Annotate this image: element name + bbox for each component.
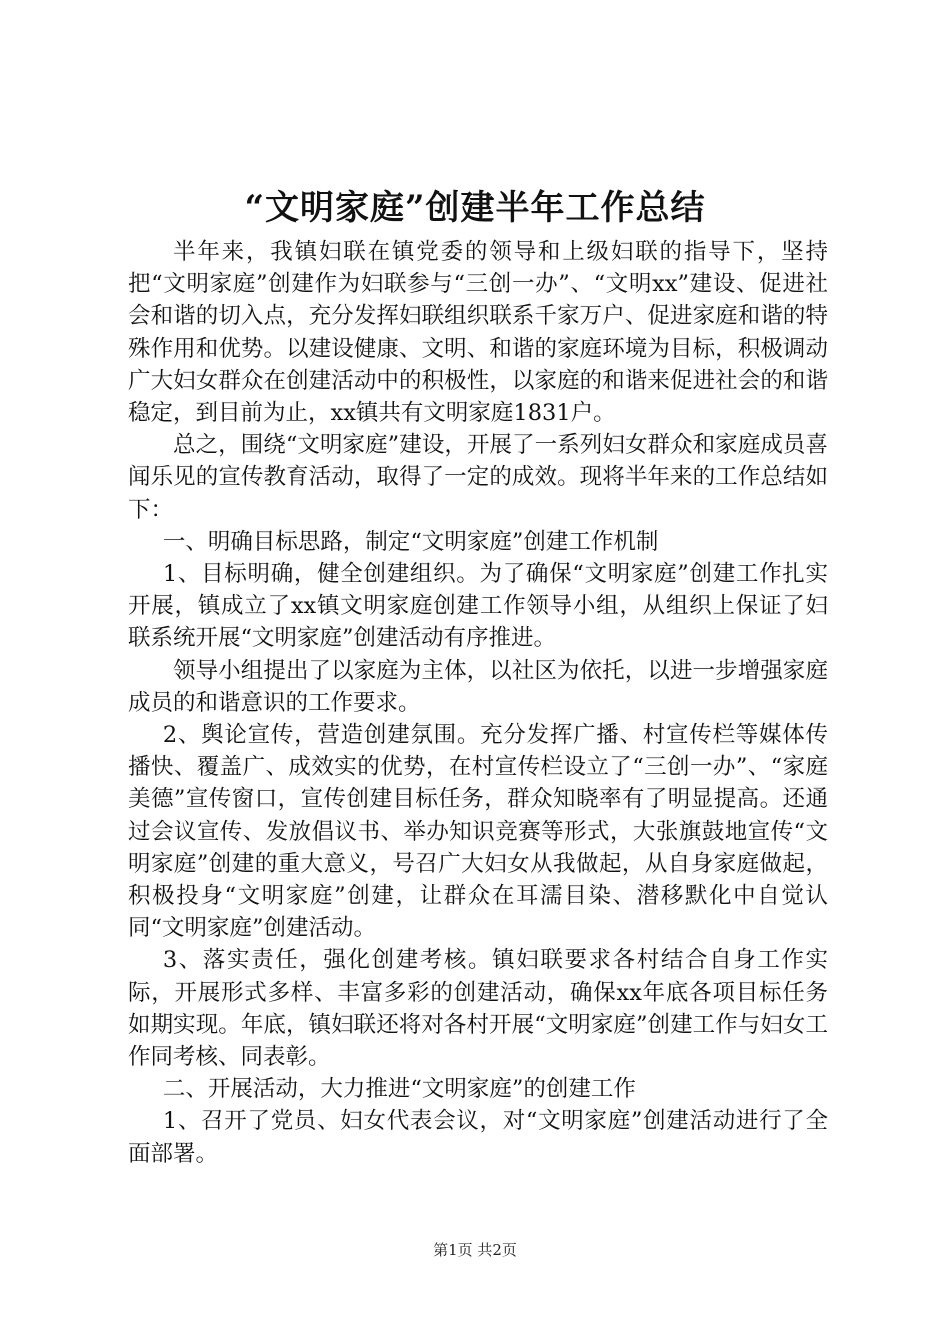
paragraph-1-3: 3、落实责任，强化创建考核。镇妇联要求各村结合自身工作实际，开展形式多样、丰富多彩的创建活动，确保xx年底各项目标任务如期实现。年底，镇妇联还将对各村开展“文明家庭”创建工作与妇女工作同考核、同表彰。	[128, 947, 828, 1071]
page-number-footer: 第1页 共2页	[433, 1241, 517, 1259]
paragraph-2-1: 1、召开了党员、妇女代表会议，对“文明家庭”创建活动进行了全面部署。	[128, 1108, 828, 1167]
document-body	[128, 236, 828, 1170]
paragraph-summary: 总之，围绕“文明家庭”建设，开展了一系列妇女群众和家庭成员喜闻乐见的宣传教育活动，取得了一定的成效。现将半年来的工作总结如下：	[128, 432, 828, 523]
paragraph-1-2: 2、舆论宣传，营造创建氛围。充分发挥广播、村宣传栏等媒体传播快、覆盖广、成效实的优势，在村宣传栏设立了“三创一办”、“家庭美德”宣传窗口，宣传创建目标任务，群众知晓率有了明显提高。还通过会议宣传、发放倡议书、举办知识竞赛等形式，大张旗鼓地宣传“文明家庭”创建的重大意义，号召广大妇女从我做起，从自身家庭做起，积极投身“文明家庭”创建，让群众在耳濡目染、潜移默化中自觉认同“文明家庭”创建活动。	[128, 722, 828, 942]
paragraph-1-1-cont: 领导小组提出了以家庭为主体，以社区为依托，以进一步增强家庭成员的和谐意识的工作要求。	[128, 657, 828, 716]
document-title: “文明家庭”创建半年工作总结	[244, 188, 706, 228]
section-heading-1: 一、明确目标思路，制定“文明家庭”创建工作机制	[162, 528, 659, 555]
paragraph-intro: 半年来，我镇妇联在镇党委的领导和上级妇联的指导下，坚持把“文明家庭”创建作为妇联参与“三创一办”、“文明xx”建设、促进社会和谐的切入点，充分发挥妇联组织联系千家万户、促进家庭和谐的特殊作用和优势。以建设健康、文明、和谐的家庭环境为目标，积极调动广大妇女群众在创建活动中的积极性，以家庭的和谐来促进社会的和谐稳定，到目前为止，xx镇共有文明家庭1831户。	[128, 239, 828, 427]
paragraph-1-1: 1、目标明确，健全创建组织。为了确保“文明家庭”创建工作扎实开展，镇成立了xx镇文明家庭创建工作领导小组，从组织上保证了妇联系统开展“文明家庭”创建活动有序推进。	[128, 561, 828, 652]
section-heading-2: 二、开展活动，大力推进“文明家庭”的创建工作	[162, 1076, 636, 1103]
